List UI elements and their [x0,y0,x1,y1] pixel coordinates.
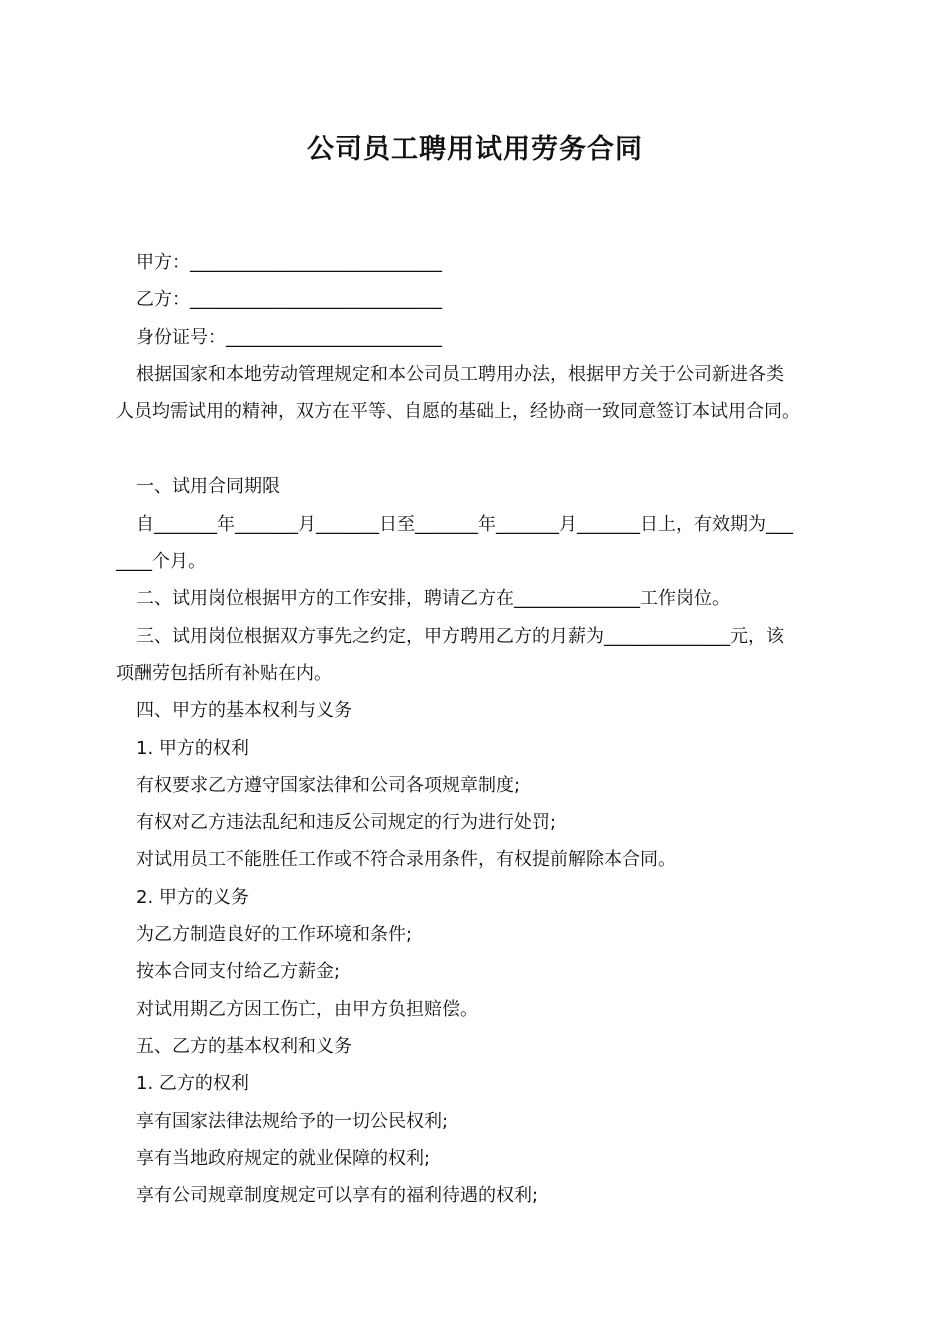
paragraph-gap [116,430,848,468]
party-a-right-1: 有权要求乙方遵守国家法律和公司各项规章制度; [136,774,521,796]
party-b-line: 乙方：____________________________ [136,289,442,311]
party-a-right-3: 对试用员工不能胜任工作或不符合录用条件，有权提前解除本合同。 [136,849,676,871]
section-3-line-1: 三、试用岗位根据双方事先之约定，甲方聘用乙方的月薪为______________元，该 [136,625,784,647]
party-b-rights-heading: 1. 乙方的权利 [136,1073,249,1095]
document-title: 公司员工聘用试用劳务合同 [307,134,643,165]
party-a-duty-2: 按本合同支付给乙方薪金; [136,961,341,983]
party-a-right-2: 有权对乙方违法乱纪和违反公司规定的行为进行处罚; [136,812,557,834]
id-number-line: 身份证号：________________________ [136,326,442,348]
document-body [116,244,848,1214]
section-3-line-2: 项酬劳包括所有补贴在内。 [116,662,332,684]
party-b-right-3: 享有公司规章制度规定可以享有的福利待遇的权利; [136,1185,539,1207]
party-b-right-2: 享有当地政府规定的就业保障的权利; [136,1147,431,1169]
party-a-rights-heading: 1. 甲方的权利 [136,737,249,759]
party-a-duties-heading: 2. 甲方的义务 [136,886,249,908]
term-line-1: 自_______年_______月_______日至_______年_______月_______日上，有效期为___ [136,513,793,535]
section-1-heading: 一、试用合同期限 [136,476,280,498]
preamble-line-1: 根据国家和本地劳动管理规定和本公司员工聘用办法，根据甲方关于公司新进各类 [136,363,784,385]
section-5-heading: 五、乙方的基本权利和义务 [136,1035,352,1057]
party-a-duty-1: 为乙方制造良好的工作环境和条件; [136,924,413,946]
term-line-2: ____个月。 [116,551,206,573]
party-b-right-1: 享有国家法律法规给予的一切公民权利; [136,1110,449,1132]
section-4-heading: 四、甲方的基本权利与义务 [136,700,352,722]
party-a-line: 甲方：____________________________ [136,252,442,273]
party-a-duty-3: 对试用期乙方因工伤亡，由甲方负担赔偿。 [136,998,478,1020]
preamble-line-2: 人员均需试用的精神，双方在平等、自愿的基础上，经协商一致同意签订本试用合同。 [116,401,800,423]
section-2-line: 二、试用岗位根据甲方的工作安排，聘请乙方在______________工作岗位。 [136,588,730,610]
